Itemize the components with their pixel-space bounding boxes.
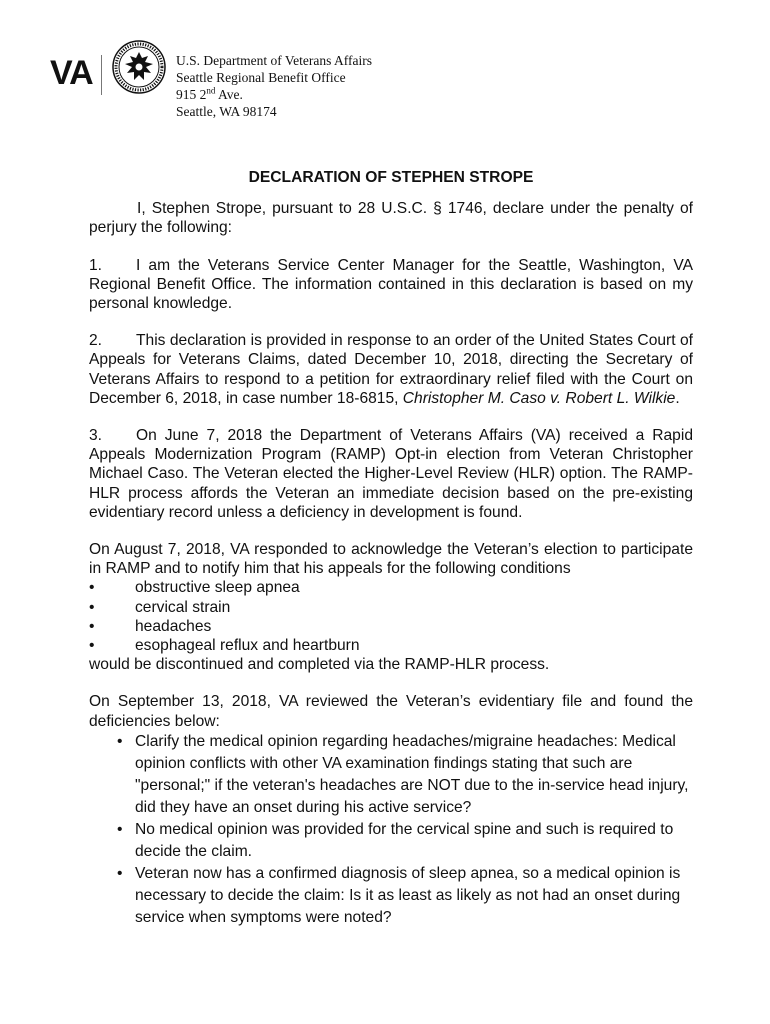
street-ordinal: nd [206,85,216,96]
intro-paragraph: I, Stephen Strope, pursuant to 28 U.S.C. § 1746, declare under the penalty of perjury the following: [89,200,693,237]
street-name: Ave. [215,87,243,102]
deficiencies-list [89,731,693,929]
deficiency-text: Clarify the medical opinion regarding headaches/migraine headaches: Medical opinion conflicts with other VA examination findings stating that such are "personal;" if the veteran's headaches are NOT due to the in-service head injury, did they have an onset during his active service? [135,732,689,816]
paragraph-3 [89,426,693,522]
condition-text: obstructive sleep apnea [135,579,300,597]
paragraph-1 [89,256,693,314]
paragraph-4-outro: would be discontinued and completed via the RAMP-HLR process. [89,656,550,674]
condition-text: cervical strain [135,598,231,616]
paragraph-2-end: . [675,389,680,407]
paragraph-4-intro: On August 7, 2018, VA responded to acknowledge the Veteran’s election to participate in RAMP and to notify him that his appeals for the following conditions [89,541,693,578]
bullet-icon: • [117,820,123,838]
paragraph-1-text: I am the Veterans Service Center Manager for the Seattle, Washington, VA Regional Benefit Office. The information contained in this declaration is based on my personal knowledge. [89,256,693,313]
paragraph-2 [89,331,693,408]
street-line [176,86,372,103]
bullet-icon: • [89,617,95,635]
paragraph-2-text: This declaration is provided in response to an order of the United States Court of Appeals for Veterans Claims, dated December 10, 2018, directing the Secretary of Veterans Affairs to respond to a petition for extraordinary relief filed with the Court on December 6, 2018, in case number 18-6815, [89,332,693,407]
list-item [89,636,693,655]
deficiency-text: Veteran now has a confirmed diagnosis of sleep apnea, so a medical opinion is necessary to decide the claim: Is it as least as likely as not had an onset during service when symptoms were noted? [135,864,681,926]
bullet-icon: • [117,732,123,750]
street-number: 915 2 [176,87,207,102]
list-item [89,819,693,863]
city-line: Seattle, WA 98174 [176,104,277,119]
bullet-icon: • [89,598,95,616]
office-line: Seattle Regional Benefit Office [176,70,346,85]
paragraph-5 [89,692,693,928]
case-name: Christopher M. Caso v. Robert L. Wilkie [402,389,676,407]
paragraph-3-number: 3. [89,427,103,445]
list-item [89,617,693,636]
deficiency-text: No medical opinion was provided for the cervical spine and such is required to decide the claim. [135,820,674,860]
conditions-list [89,578,693,655]
office-address [176,52,372,120]
list-item [89,598,693,617]
declaration-body [89,168,693,929]
list-item [89,731,693,819]
va-seal-icon [112,40,166,94]
paragraph-5-intro: On September 13, 2018, VA reviewed the Veteran’s evidentiary file and found the deficiencies below: [89,693,693,730]
paragraph-2-number: 2. [89,332,103,350]
bullet-icon: • [89,637,95,655]
letterhead [50,40,450,150]
list-item [89,578,693,597]
bullet-icon: • [89,579,95,597]
va-logo: VA [50,54,93,92]
paragraph-1-number: 1. [89,256,103,274]
bullet-icon: • [117,864,123,882]
paragraph-4 [89,540,693,674]
list-item [89,863,693,929]
logo-divider [101,55,102,95]
org-line: U.S. Department of Veterans Affairs [176,53,372,68]
document-title: DECLARATION OF STEPHEN STROPE [248,169,534,186]
condition-text: headaches [135,617,212,635]
condition-text: esophageal reflux and heartburn [135,637,360,655]
paragraph-3-text: On June 7, 2018 the Department of Veterans Affairs (VA) received a Rapid Appeals Modernization Program (RAMP) Opt-in election from Veteran Christopher Michael Caso. The Veteran elected the Higher-Level Review (HLR) option. The RAMP-HLR process affords the Veteran an immediate decision based on the pre-existing evidentiary record unless a deficiency in development is found. [89,427,693,521]
